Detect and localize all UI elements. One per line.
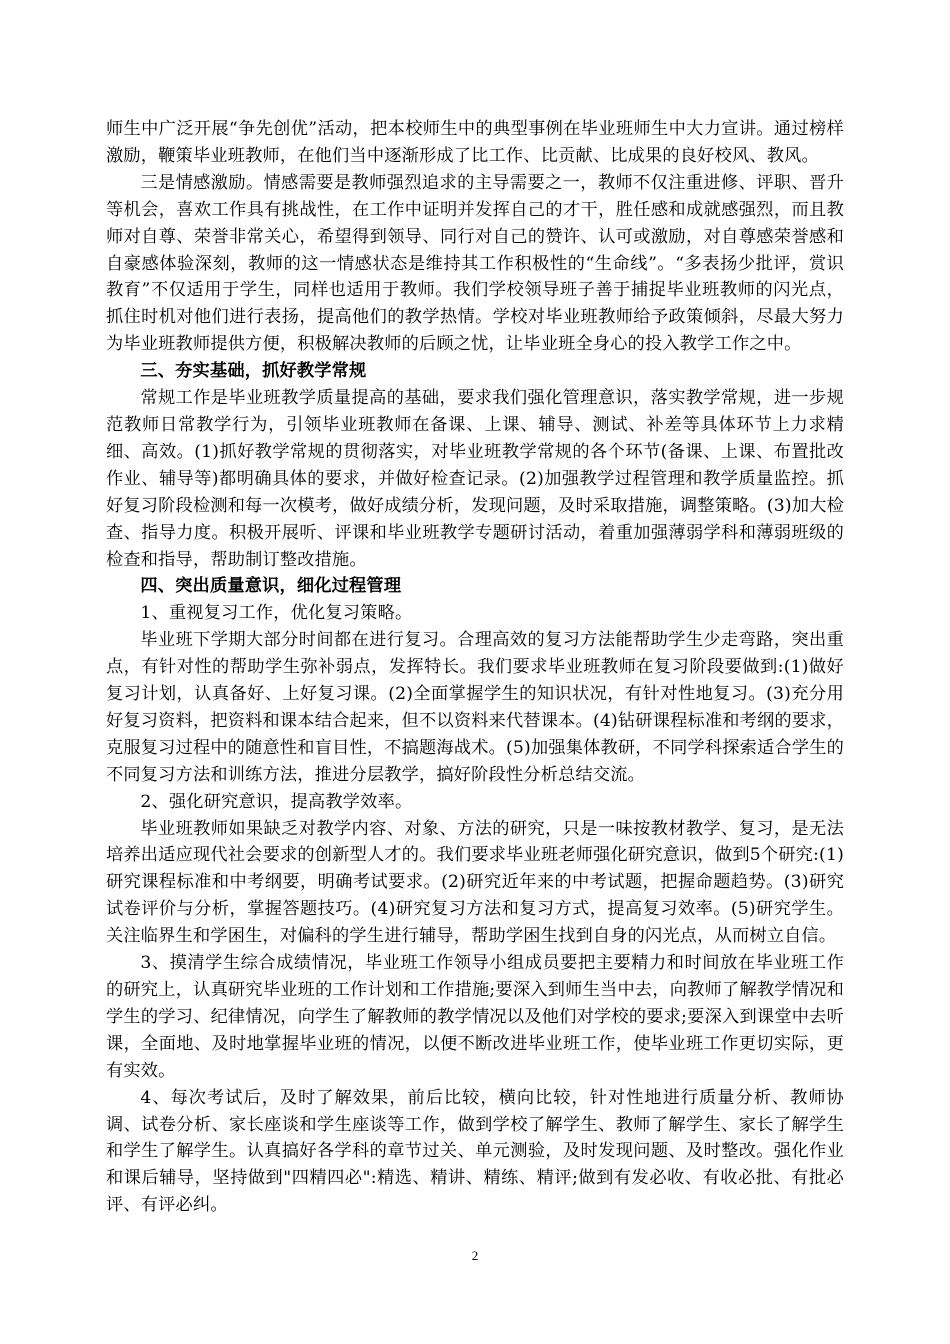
- subheading-research-awareness: 2、强化研究意识，提高教学效率。: [140, 791, 413, 812]
- section-heading-teaching-routine: 三、夯实基础，抓好教学常规: [140, 361, 367, 382]
- paragraph-research-awareness: 毕业班教师如果缺乏对教学内容、对象、方法的研究，只是一味按教材教学、复习，是无法培养出适应现代社会要求的创新型人才的。我们要求毕业班老师强化研究意识，做到5个研究:(1)研究课程标准和中考纲要，明确考试要求。(2)研究近年来的中考试题，把握命题趋势。(3)研究试卷评价与分析，掌握答题技巧。(4)研究复习方法和复习方式，提高复习效率。(5)研究学生。关注临界生和学困生，对偏科的学生进行辅导，帮助学困生找到自身的闪光点，从而树立自信。: [106, 818, 844, 947]
- paragraph-emotional-motivation: 三是情感激励。情感需要是教师强烈追求的主导需要之一，教师不仅注重进修、评职、晋升等机会，喜欢工作具有挑战性，在工作中证明并发挥自己的才干，胜任感和成就感强烈，而且教师对自尊、荣誉非常关心，希望得到领导、同行对自己的赞许、认可或激励，对自尊感荣誉感和自豪感体验深刻，教师的这一情感状态是维持其工作积极性的“生命线”。“多表扬少批评，赏识教育”不仅适用于学生，同样也适用于教师。我们学校领导班子善于捕捉毕业班教师的闪光点，抓住时机对他们进行表扬，提高他们的教学热情。学校对毕业班教师给予政策倾斜，尽最大努力为毕业班教师提供方便，积极解决教师的后顾之忧，让毕业班全身心的投入教学工作之中。: [106, 172, 844, 355]
- subheading-review-work: 1、重视复习工作，优化复习策略。: [140, 603, 413, 624]
- paragraph-review-work: 毕业班下学期大部分时间都在进行复习。合理高效的复习方法能帮助学生少走弯路，突出重点，有针对性的帮助学生弥补弱点，发挥特长。我们要求毕业班教师在复习阶段要做到:(1)做好复习计划，认真备好、上好复习课。(2)全面掌握学生的知识状况，有针对性地复习。(3)充分用好复习资料，把资料和课本结合起来，但不以资料来代替课本。(4)钻研课程标准和考纲的要求，克服复习过程中的随意性和盲目性，不搞题海战术。(5)加强集体教研，不同学科探索适合学生的不同复习方法和训练方法，推进分层教学，搞好阶段性分析总结交流。: [106, 630, 844, 785]
- section-heading-quality-awareness: 四、突出质量意识，细化过程管理: [140, 576, 402, 597]
- paragraph-student-performance: 3、摸清学生综合成绩情况，毕业班工作领导小组成员要把主要精力和时间放在毕业班工作的研究上，认真研究毕业班的工作计划和工作措施;要深入到师生当中去，向教师了解教学情况和学生的学习、纪律情况，向学生了解教师的教学情况以及他们对学校的要求;要深入到课堂中去听课，全面地、及时地掌握毕业班的情况，以便不断改进毕业班工作，使毕业班工作更切实际，更有实效。: [106, 953, 844, 1081]
- paragraph-exam-analysis: 4、每次考试后，及时了解效果，前后比较，横向比较，针对性地进行质量分析、教师协调、试卷分析、家长座谈和学生座谈等工作，做到学校了解学生、教师了解学生、家长了解学生和学生了解学生。认真搞好各学科的章节过关、单元测验，及时发现问题、及时整改。强化作业和课后辅导，坚持做到"四精四必":精选、精讲、精练、精评;做到有发必收、有收必批、有批必评、有评必纠。: [106, 1087, 844, 1216]
- document-body: [106, 116, 844, 1219]
- paragraph-teaching-routine: 常规工作是毕业班教学质量提高的基础，要求我们强化管理意识，落实教学常规，进一步规范教师日常教学行为，引领毕业班教师在备课、上课、辅导、测试、补差等具体环节上力求精细、高效。(1)抓好教学常规的贯彻落实，对毕业班教学常规的各个环节(备课、上课、布置批改作业、辅导等)都明确具体的要求，并做好检查记录。(2)加强教学过程管理和教学质量监控。抓好复习阶段检测和每一次模考，做好成绩分析，发现问题，及时采取措施，调整策略。(3)加大检查、指导力度。积极开展听、评课和毕业班教学专题研讨活动，着重加强薄弱学科和薄弱班级的检查和指导，帮助制订整改措施。: [106, 388, 844, 570]
- page-number: 2: [471, 1248, 479, 1263]
- paragraph-continuation: 师生中广泛开展“争先创优”活动，把本校师生中的典型事例在毕业班师生中大力宣讲。通过榜样激励，鞭策毕业班教师，在他们当中逐渐形成了比工作、比贡献、比成果的良好校风、教风。: [106, 119, 844, 166]
